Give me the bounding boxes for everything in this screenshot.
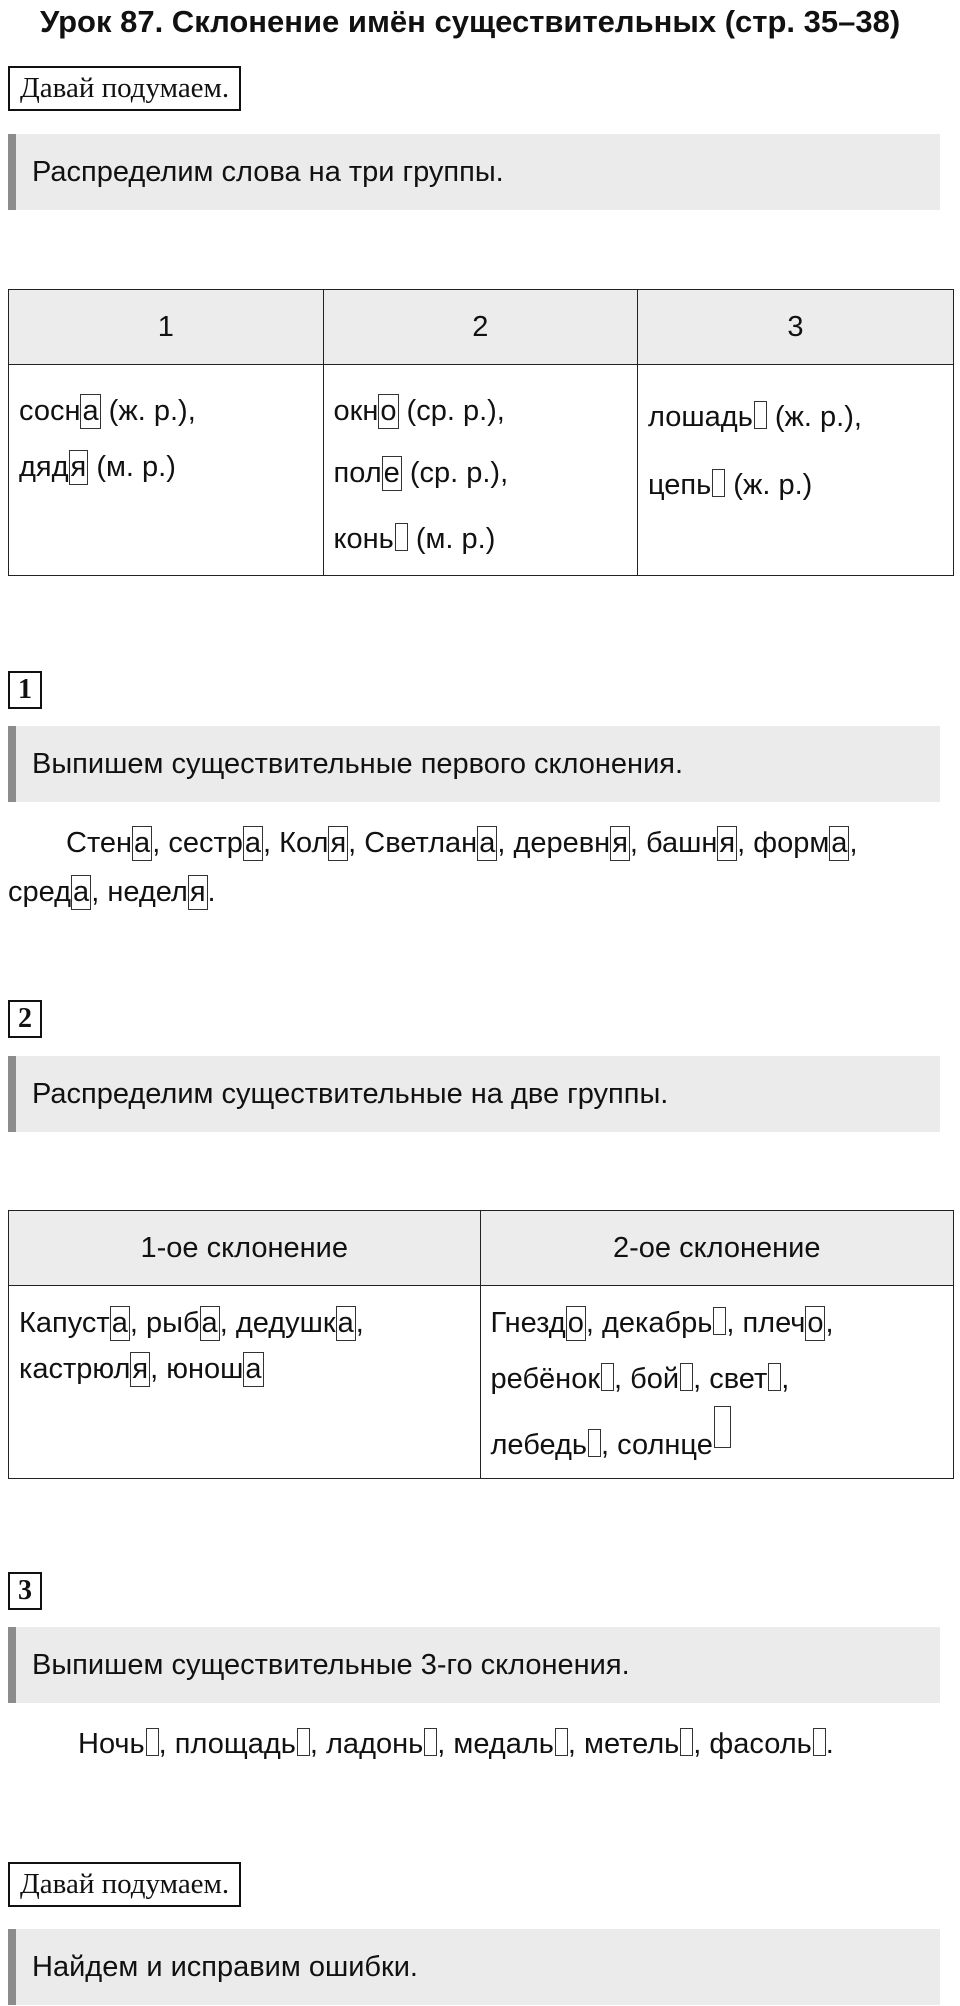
ending-mark: е — [382, 456, 402, 491]
think-label-2: Давай подумаем. — [8, 1862, 241, 1907]
think2-instruction-text: Найдем и исправим ошибки. — [32, 1950, 418, 1983]
three-group-table — [8, 289, 954, 576]
ending-mark: а — [71, 875, 91, 910]
word-line: кастрюля, юноша — [19, 1340, 470, 1398]
table-cell-group-2 — [323, 365, 637, 576]
ex3-instruction — [8, 1627, 940, 1703]
word-list — [638, 365, 953, 517]
table-header-declension-1: 1-ое склонение — [9, 1211, 481, 1286]
zero-ending-mark — [555, 1728, 568, 1756]
word-list — [9, 1286, 480, 1398]
zero-ending-mark — [712, 469, 725, 497]
page-title: Урок 87. Склонение имён существительных (стр. 35–38) — [40, 4, 901, 39]
word-list — [9, 365, 323, 499]
zero-ending-mark — [146, 1728, 159, 1756]
table-header-declension-2: 2-ое склонение — [480, 1211, 953, 1286]
ending-mark: я — [328, 826, 348, 861]
table-cell-declension-1 — [9, 1286, 481, 1479]
word-line: Гнездо, декабрь , плечо, — [491, 1294, 943, 1352]
ex1-instruction-text: Выпишем существительные первого склонения. — [32, 747, 684, 780]
word-line: лебедь , солнце — [491, 1406, 943, 1474]
ending-mark: а — [110, 1306, 130, 1341]
exercise-number-1: 1 — [8, 671, 42, 709]
ending-mark: а — [243, 826, 263, 861]
intro-instruction-text: Распределим слова на три группы. — [32, 155, 504, 188]
think2-instruction — [8, 1929, 940, 2005]
zero-ending-mark — [601, 1363, 614, 1391]
exercise-number-3: 3 — [8, 1572, 42, 1610]
word-list — [481, 1286, 953, 1474]
think-label: Давай подумаем. — [8, 66, 241, 111]
word-line: Капуста, рыба, дедушка, — [19, 1294, 470, 1352]
ending-mark: я — [717, 826, 737, 861]
ending-mark: а — [80, 394, 100, 429]
ex2-instruction — [8, 1056, 940, 1132]
zero-ending-mark — [754, 401, 767, 429]
ending-mark: о — [566, 1306, 586, 1341]
word-entry: конь (м. р.) — [333, 523, 496, 555]
ending-mark: о — [805, 1306, 825, 1341]
zero-ending-mark — [680, 1363, 693, 1391]
ending-mark: а — [477, 826, 497, 861]
table-header-2: 2 — [323, 290, 637, 365]
ending-mark: а — [200, 1306, 220, 1341]
ending-mark: а — [243, 1352, 263, 1387]
zero-ending-mark — [588, 1429, 601, 1457]
ending-mark: а — [336, 1306, 356, 1341]
ex1-line-2: среда, неделя. — [8, 875, 216, 910]
table-header-3: 3 — [638, 290, 954, 365]
word-entry: окно (ср. р.), — [334, 379, 627, 443]
ending-mark: я — [130, 1352, 150, 1387]
zero-ending-mark — [680, 1728, 693, 1756]
table-cell-declension-2 — [480, 1286, 953, 1479]
word-entry: поле (ср. р.), — [334, 441, 627, 505]
ex3-instruction-text: Выпишем существительные 3-го склонения. — [32, 1648, 630, 1681]
word-entry: дядя (м. р.) — [19, 435, 313, 499]
word-line: ребёнок , бой , свет , — [490, 1363, 790, 1395]
ending-mark: а — [829, 826, 849, 861]
ex1-line-1: Стена, сестра, Коля, Светлана, деревня, башня, форма, — [66, 826, 858, 861]
word-list — [324, 365, 637, 571]
zero-ending-mark — [297, 1728, 310, 1756]
ex3-line: Ночь , площадь , ладонь , медаль , метель , фасоль . — [78, 1728, 834, 1760]
ending-mark: я — [188, 875, 208, 910]
zero-ending-mark — [395, 523, 408, 551]
ending-mark: я — [610, 826, 630, 861]
intro-instruction — [8, 134, 940, 210]
table-cell-group-1 — [9, 365, 324, 576]
word-entry: лошадь (ж. р.), — [648, 401, 862, 433]
zero-ending-mark — [424, 1728, 437, 1756]
zero-ending-mark — [714, 1406, 731, 1448]
zero-ending-mark — [713, 1307, 726, 1335]
word-entry: цепь (ж. р.) — [648, 469, 813, 501]
two-group-table — [8, 1210, 954, 1479]
ending-mark: о — [378, 394, 398, 429]
word-entry: сосна (ж. р.), — [19, 379, 313, 443]
table-header-1: 1 — [9, 290, 324, 365]
ex2-instruction-text: Распределим существительные на две группы. — [32, 1077, 669, 1110]
ending-mark: а — [132, 826, 152, 861]
exercise-number-2: 2 — [8, 1000, 42, 1038]
zero-ending-mark — [813, 1728, 826, 1756]
zero-ending-mark — [768, 1363, 781, 1391]
ex1-instruction — [8, 726, 940, 802]
ending-mark: я — [69, 450, 89, 485]
table-cell-group-3 — [638, 365, 954, 576]
